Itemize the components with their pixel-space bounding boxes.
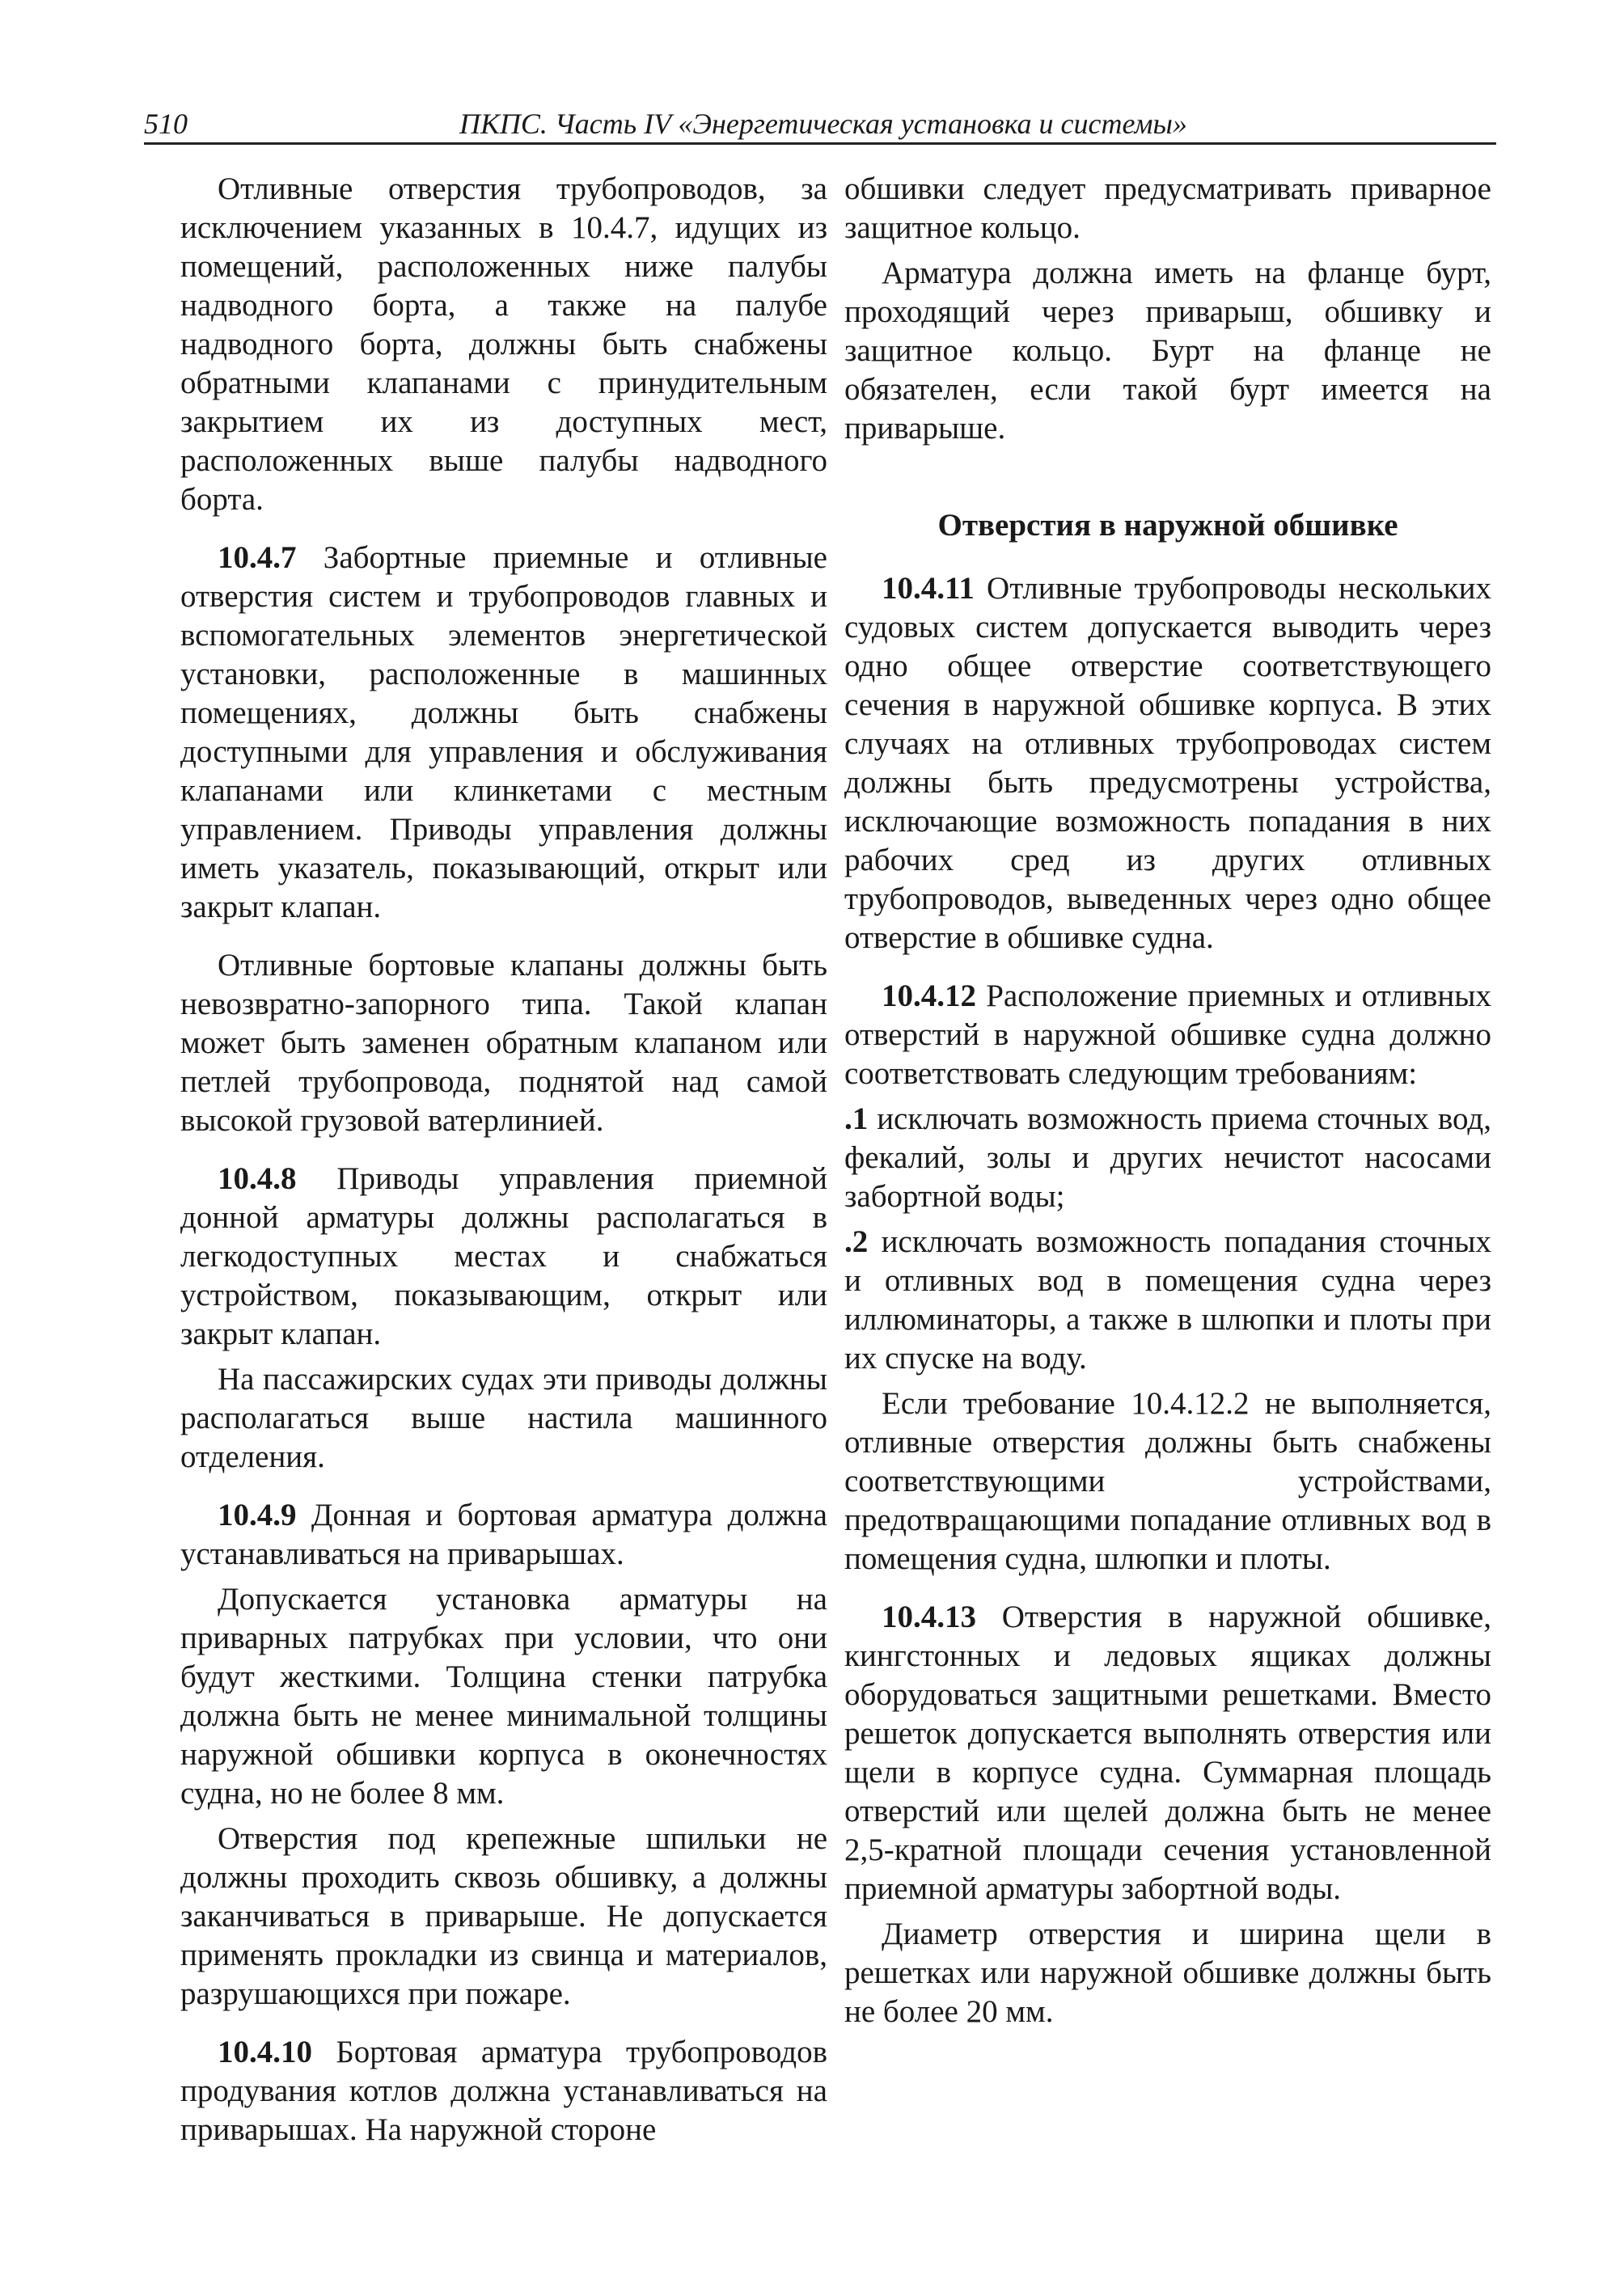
paragraph: Если требование 10.4.12.2 не выполняется, отливные отверстия должны быть снабжены соответствующими устройствами, предотвращающими попадание отливных вод в помещения судна, шлюпки и плоты.	[844, 1386, 1491, 1576]
section-number: 10.4.12	[882, 979, 976, 1013]
item-number: .2	[844, 1224, 869, 1259]
section-number: 10.4.7	[218, 540, 297, 575]
section-10-4-11	[844, 569, 1491, 957]
subheading: Отверстия в наружной обшивке	[937, 508, 1398, 543]
item-text: исключать возможность попадания сточных и отливных вод в помещения судна через иллюминаторы, а также в шлюпки и плоты при их спуске на воду.	[844, 1224, 1491, 1376]
paragraph: Отливные бортовые клапаны должны быть невозвратно-запорного типа. Такой клапан может быть заменен обратным клапаном или петлей трубопровода, поднятой над самой высокой грузовой ватерлинией.	[180, 948, 827, 1138]
paragraph: обшивки следует предусматривать приварное защитное кольцо.	[844, 171, 1491, 245]
section-10-4-10	[180, 2033, 827, 2149]
paragraph: Отверстия под крепежные шпильки не должны проходить сквозь обшивку, а должны заканчиваться в приварыше. Не допускается применять прокладки из свинца и материалов, разрушающихся при пожаре.	[180, 1821, 827, 2011]
section-number: 10.4.10	[218, 2035, 312, 2069]
section-text: Бортовая арматура трубопроводов продувания котлов должна устанавливаться на приварышах. На наружной стороне	[180, 2035, 827, 2147]
section-text: Отливные трубопроводы нескольких судовых систем допускается выводить через одно общее отверстие соответствующего сечения в наружной обшивке корпуса. В этих случаях на отливных трубопроводах систем должны быть предусмотрены устройства, исключающие возможность попадания в них рабочих сред из других отливных трубопроводов, выведенных через одно общее отверстие в обшивке судна.	[844, 571, 1491, 955]
section-10-4-8	[180, 1160, 827, 1354]
section-number: 10.4.9	[218, 1498, 297, 1532]
list-item	[844, 1223, 1491, 1378]
section-text: Забортные приемные и отливные отверстия систем и трубопроводов главных и вспомогательных элементов энергетической установки, расположенные в машинных помещениях, должны быть снабжены доступными для управления и обслуживания клапанами или клинкетами с местным управлением. Приводы управления должны иметь указатель, показывающий, открыт или закрыт клапан.	[180, 540, 827, 924]
item-text: исключать возможность приема сточных вод, фекалий, золы и других нечистот насосами забортной воды;	[844, 1101, 1491, 1214]
section-text: Донная и бортовая арматура должна устанавливаться на приварышах.	[180, 1498, 827, 1571]
section-10-4-7	[180, 539, 827, 927]
section-text: Отверстия в наружной обшивке, кингстонных и ледовых ящиках должны оборудоваться защитными решетками. Вместо решеток допускается выполнять отверстия или щели в корпусе судна. Суммарная площадь отверстий или щелей должна быть не менее 2,5-кратной площади сечения установленной приемной арматуры забортной воды.	[844, 1600, 1491, 1906]
left-column	[180, 170, 827, 2169]
paragraph: Арматура должна иметь на фланце бурт, проходящий через приварыш, обшивку и защитное кольцо. Бурт на фланце не обязателен, если такой бурт имеется на приварыше.	[844, 256, 1491, 446]
paragraph: Допускается установка арматуры на приварных патрубках при условии, что они будут жесткими. Толщина стенки патрубка должна быть не менее минимальной толщины наружной обшивки корпуса в оконечностях судна, но не более 8 мм.	[180, 1582, 827, 1811]
section-number: 10.4.11	[882, 571, 975, 606]
paragraph: Отливные отверстия трубопроводов, за исключением указанных в 10.4.7, идущих из помещений, расположенных ниже палубы надводного борта, а также на палубе надводного борта, должны быть снабжены обратными клапанами с принудительным закрытием их из доступных мест, расположенных выше палубы надводного борта.	[180, 171, 827, 517]
item-number: .1	[844, 1101, 869, 1136]
running-header	[144, 100, 1496, 145]
section-number: 10.4.13	[882, 1600, 976, 1634]
header-title: ПКПС. Часть IV «Энергетическая установка и системы»	[459, 108, 1187, 140]
section-number: 10.4.8	[218, 1161, 297, 1196]
right-column	[844, 170, 1491, 2051]
paragraph: Диаметр отверстия и ширина щели в решетках или наружной обшивке должны быть не более 20 мм.	[844, 1917, 1491, 2029]
paragraph: На пассажирских судах эти приводы должны располагаться выше настила машинного отделения.	[180, 1362, 827, 1474]
page-number: 510	[144, 108, 188, 140]
section-10-4-9	[180, 1496, 827, 1574]
section-text: Расположение приемных и отливных отверстий в наружной обшивке судна должно соответствовать следующим требованиям:	[844, 979, 1491, 1091]
section-10-4-12	[844, 977, 1491, 1093]
section-10-4-13	[844, 1598, 1491, 1908]
section-text: Приводы управления приемной донной арматуры должны располагаться в легкодоступных местах и снабжаться устройством, показывающим, открыт или закрыт клапан.	[180, 1161, 827, 1351]
list-item	[844, 1100, 1491, 1216]
